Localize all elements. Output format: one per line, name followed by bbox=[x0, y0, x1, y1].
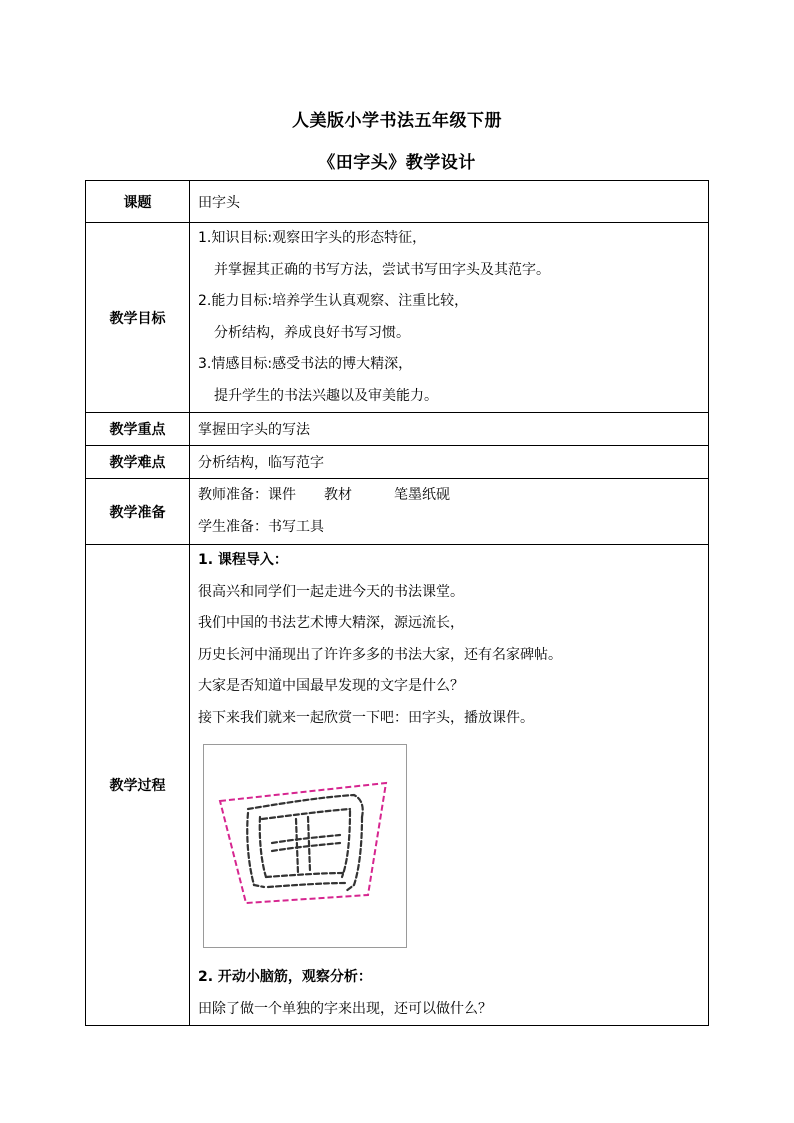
preparation-content bbox=[190, 479, 709, 545]
section1-heading: 1. 课程导入： bbox=[198, 552, 288, 568]
key-points-label: 教学重点 bbox=[86, 413, 190, 446]
process-content bbox=[190, 545, 709, 1026]
student-preparation: 学生准备：书写工具 bbox=[198, 518, 324, 535]
goal-line: 3.情感目标:感受书法的博大精深， bbox=[198, 356, 413, 372]
row-process bbox=[86, 545, 709, 1026]
goal-line: 2.能力目标:培养学生认真观察、注重比较， bbox=[198, 293, 469, 309]
difficulties-label: 教学难点 bbox=[86, 446, 190, 479]
goals-label: 教学目标 bbox=[86, 223, 190, 413]
goal-line: 1.知识目标:观察田字头的形态特征， bbox=[198, 230, 427, 246]
key-points-value: 掌握田字头的写法 bbox=[190, 413, 709, 446]
row-difficulties bbox=[86, 446, 709, 479]
process-line: 大家是否知道中国最早发现的文字是什么？ bbox=[198, 678, 464, 694]
tian-outline-graphic bbox=[204, 745, 406, 947]
row-preparation bbox=[86, 479, 709, 545]
process-line: 田除了做一个单独的字来出现，还可以做什么？ bbox=[198, 1000, 492, 1017]
row-topic bbox=[86, 181, 709, 223]
tian-character-illustration bbox=[203, 744, 407, 948]
difficulties-value: 分析结构，临写范字 bbox=[190, 446, 709, 479]
row-key-points bbox=[86, 413, 709, 446]
preparation-label: 教学准备 bbox=[86, 479, 190, 545]
row-goals bbox=[86, 223, 709, 413]
document-title: 人美版小学书法五年级下册 bbox=[292, 111, 502, 131]
goal-line: 并掌握其正确的书写方法，尝试书写田字头及其范字。 bbox=[214, 261, 550, 278]
topic-value: 田字头 bbox=[190, 181, 709, 223]
process-line: 接下来我们就来一起欣赏一下吧：田字头，播放课件。 bbox=[198, 709, 534, 726]
lesson-plan-table bbox=[85, 180, 709, 1026]
document-subtitle: 《田字头》教学设计 bbox=[318, 153, 476, 173]
goals-content bbox=[190, 223, 709, 413]
topic-label: 课题 bbox=[86, 181, 190, 223]
goal-line: 分析结构，养成良好书写习惯。 bbox=[214, 324, 410, 341]
process-line: 历史长河中涌现出了许许多多的书法大家，还有名家碑帖。 bbox=[198, 646, 562, 663]
section2-heading: 2. 开动小脑筋，观察分析： bbox=[198, 969, 372, 985]
process-label: 教学过程 bbox=[86, 545, 190, 1026]
process-line: 很高兴和同学们一起走进今天的书法课堂。 bbox=[198, 583, 464, 600]
process-line: 我们中国的书法艺术博大精深，源远流长， bbox=[198, 615, 464, 631]
goal-line: 提升学生的书法兴趣以及审美能力。 bbox=[214, 387, 438, 404]
teacher-preparation: 教师准备：课件 教材 笔墨纸砚 bbox=[198, 487, 450, 503]
